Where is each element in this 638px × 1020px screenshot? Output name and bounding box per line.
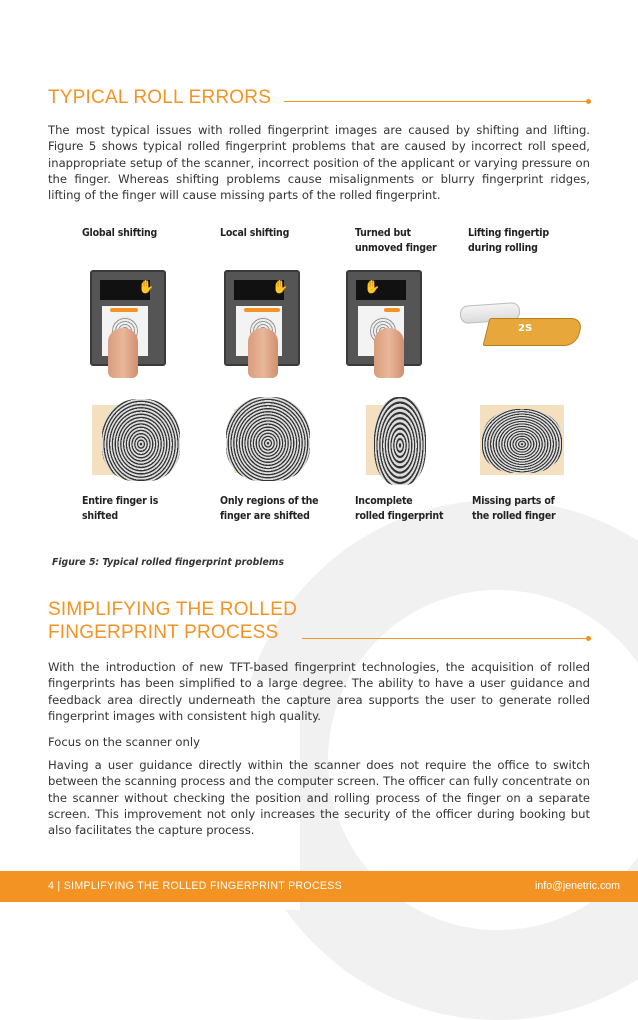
scanner-local-shifting: ✋ <box>220 262 300 372</box>
figure-label-entire-finger: Entire finger is shifted <box>82 495 159 522</box>
heading-rule <box>302 638 589 639</box>
figure-label-incomplete: Incomplete rolled fingerprint <box>355 495 444 522</box>
section2-paragraph2: Having a user guidance directly within the scanner does not require the office to switch between the scanning process and the computer screen. The officer can fully concentrate on the scanner without checking the position and rolling process of the finger on a separate screen. This improvement not only increases the security of the officer during booking but also facilitates the capture process. <box>48 758 590 838</box>
section2-heading-line2: FINGERPRINT PROCESS <box>48 622 279 643</box>
fingerprint-missing-parts <box>474 395 570 485</box>
figure-label-local-shifting: Local shifting <box>220 227 290 239</box>
footer-page-title: 4 | SIMPLIFYING THE ROLLED FINGERPRINT PROCESS <box>48 880 343 892</box>
figure-label-regions-shifted: Only regions of the finger are shifted <box>220 495 319 522</box>
section2-paragraph1: With the introduction of new TFT-based fingerprint technologies, the acquisition of rolled fingerprints has been simplified to a large degree. The ability to have a user guidance and feedback area directly underneath the capture area supports the user to generate rolled fingerprint images with consistent high quality. <box>48 660 590 723</box>
figure-label-lifting-fingertip: Lifting fingertip during rolling <box>468 227 549 254</box>
figure-caption: Figure 5: Typical rolled fingerprint problems <box>52 557 285 568</box>
page-footer <box>0 871 638 902</box>
heading-rule <box>284 101 589 102</box>
plate-label: 2S <box>518 323 533 334</box>
scanner-turned-finger: ✋ <box>342 262 422 372</box>
scanner-global-shifting: ✋ <box>86 262 166 372</box>
footer-email-link[interactable]: info@jenetric.com <box>535 880 620 892</box>
figure-label-turned-finger: Turned but unmoved finger <box>355 227 437 254</box>
fingerprint-local-shifted <box>220 395 316 485</box>
lifting-fingertip-illustration <box>460 296 580 356</box>
section1-heading: TYPICAL ROLL ERRORS <box>48 87 272 108</box>
fingerprint-incomplete <box>362 395 442 490</box>
figure-label-global-shifting: Global shifting <box>82 227 158 239</box>
fingerprint-global-shifted <box>88 395 184 485</box>
section2-subheading: Focus on the scanner only <box>48 735 200 749</box>
section1-paragraph: The most typical issues with rolled fingerprint images are caused by shifting and lifting. Figure 5 shows typical rolled fingerprint problems that are caused by incorrect roll speed, inappropriate setup of the scanner, incorrect position of the applicant or varying pressure on the finger. Whereas shifting problems cause misalignments or blurry fingerprint ridges, lifting of the finger will cause missing parts of the rolled fingerprint. <box>48 123 590 203</box>
section2-heading-line1: SIMPLIFYING THE ROLLED <box>48 599 297 620</box>
figure-label-missing-parts: Missing parts of the rolled finger <box>472 495 556 522</box>
